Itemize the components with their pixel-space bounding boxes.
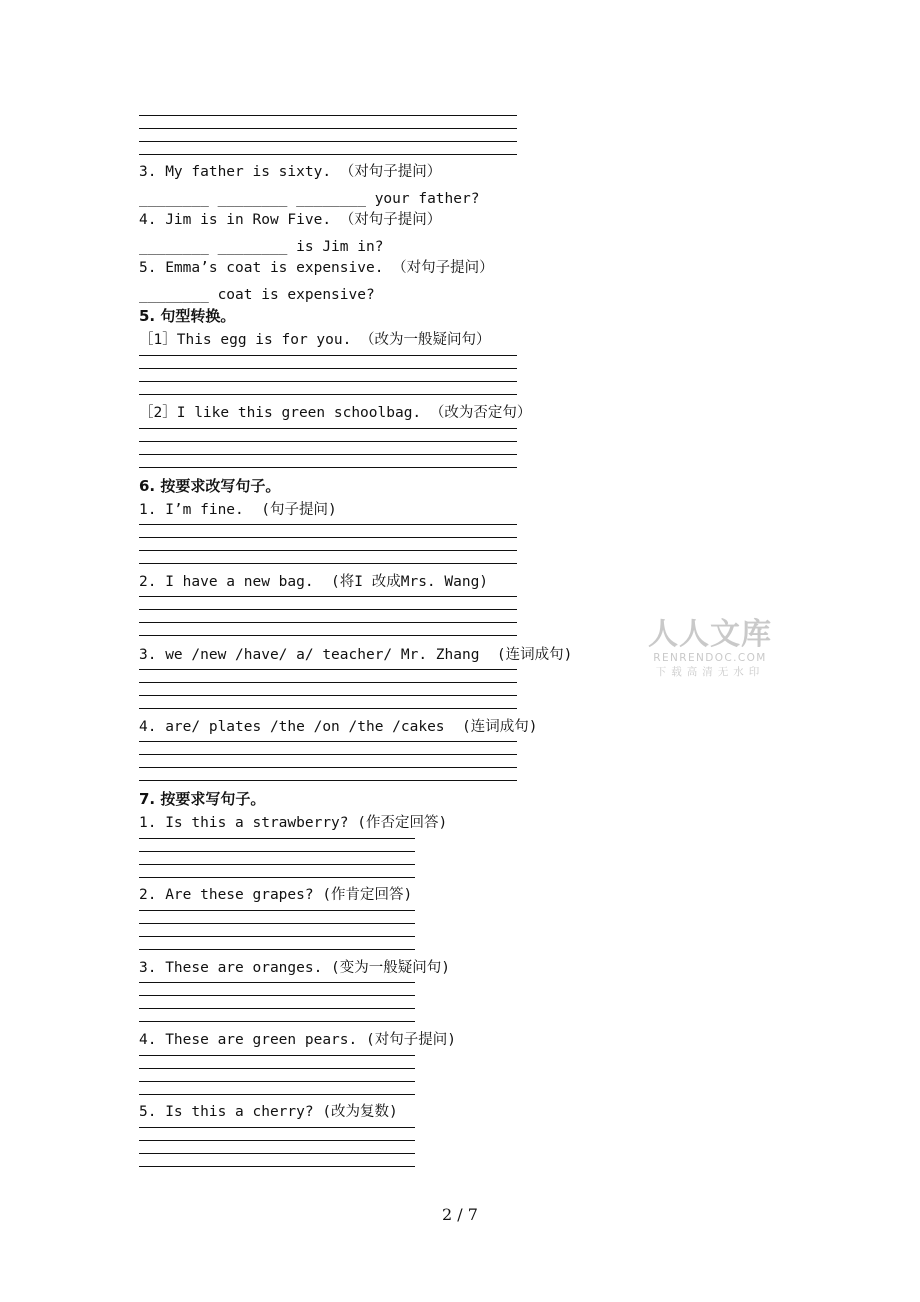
answer-line bbox=[139, 428, 517, 429]
answer-line bbox=[139, 1094, 415, 1095]
answer-line bbox=[139, 708, 517, 709]
answer-line bbox=[139, 877, 415, 878]
answer-line bbox=[139, 563, 517, 564]
question-answer-blanks: ________ ________ ________ your father? bbox=[139, 191, 480, 207]
answer-line bbox=[139, 936, 415, 937]
answer-line bbox=[139, 381, 517, 382]
answer-line bbox=[139, 635, 517, 636]
answer-line bbox=[139, 622, 517, 623]
question-prompt: 1. I’m fine. (句子提问) bbox=[139, 502, 337, 518]
answer-line bbox=[139, 910, 415, 911]
answer-line bbox=[139, 1127, 415, 1128]
section-heading: 5. 句型转换。 bbox=[139, 307, 236, 325]
question-prompt: 3. My father is sixty. （对句子提问） bbox=[139, 164, 442, 180]
answer-line bbox=[139, 695, 517, 696]
answer-line bbox=[139, 141, 517, 142]
answer-line bbox=[139, 609, 517, 610]
answer-line bbox=[139, 923, 415, 924]
question-prompt: ［2］I like this green schoolbag. （改为否定句） bbox=[139, 405, 532, 421]
answer-line bbox=[139, 394, 517, 395]
answer-line bbox=[139, 128, 517, 129]
watermark-brand: 人人文库 bbox=[648, 617, 772, 652]
answer-line bbox=[139, 982, 415, 983]
question-prompt: 3. These are oranges. (变为一般疑问句) bbox=[139, 960, 451, 976]
answer-line bbox=[139, 1166, 415, 1167]
answer-line bbox=[139, 1068, 415, 1069]
answer-line bbox=[139, 780, 517, 781]
question-prompt: 4. Jim is in Row Five. （对句子提问） bbox=[139, 212, 442, 228]
question-prompt: 5. Is this a cherry? (改为复数) bbox=[139, 1104, 398, 1120]
watermark-tagline: 下载高清无水印 bbox=[655, 666, 765, 678]
answer-line bbox=[139, 949, 415, 950]
question-prompt: 1. Is this a strawberry? (作否定回答) bbox=[139, 815, 448, 831]
answer-line bbox=[139, 467, 517, 468]
answer-line bbox=[139, 1055, 415, 1056]
watermark-url: RENRENDOC.COM bbox=[653, 652, 767, 664]
question-prompt: 2. I have a new bag. (将I 改成Mrs. Wang) bbox=[139, 574, 489, 590]
answer-line bbox=[139, 441, 517, 442]
page-number: 2 / 7 bbox=[442, 1205, 478, 1224]
answer-line bbox=[139, 767, 517, 768]
watermark bbox=[646, 618, 774, 679]
answer-line bbox=[139, 682, 517, 683]
question-answer-blanks: ________ ________ is Jim in? bbox=[139, 239, 384, 255]
answer-line bbox=[139, 524, 517, 525]
answer-line bbox=[139, 864, 415, 865]
section-heading: 7. 按要求写句子。 bbox=[139, 790, 266, 808]
answer-line bbox=[139, 454, 517, 455]
answer-line bbox=[139, 355, 517, 356]
answer-line bbox=[139, 995, 415, 996]
answer-line bbox=[139, 596, 517, 597]
answer-line bbox=[139, 1021, 415, 1022]
section-heading: 6. 按要求改写句子。 bbox=[139, 477, 281, 495]
answer-line bbox=[139, 1140, 415, 1141]
question-prompt: 4. are/ plates /the /on /the /cakes (连词成句) bbox=[139, 719, 538, 735]
answer-line bbox=[139, 115, 517, 116]
question-prompt: 2. Are these grapes? (作肯定回答) bbox=[139, 887, 413, 903]
answer-line bbox=[139, 1153, 415, 1154]
answer-line bbox=[139, 368, 517, 369]
answer-line bbox=[139, 669, 517, 670]
answer-line bbox=[139, 741, 517, 742]
answer-line bbox=[139, 1081, 415, 1082]
question-prompt: ［1］This egg is for you. （改为一般疑问句） bbox=[139, 332, 491, 348]
question-answer-blanks: ________ coat is expensive? bbox=[139, 287, 375, 303]
answer-line bbox=[139, 838, 415, 839]
question-prompt: 4. These are green pears. (对句子提问) bbox=[139, 1032, 456, 1048]
answer-line bbox=[139, 851, 415, 852]
question-prompt: 5. Emma’s coat is expensive. （对句子提问） bbox=[139, 260, 494, 276]
answer-line bbox=[139, 1008, 415, 1009]
answer-line bbox=[139, 754, 517, 755]
answer-line bbox=[139, 550, 517, 551]
answer-line bbox=[139, 154, 517, 155]
question-prompt: 3. we /new /have/ a/ teacher/ Mr. Zhang (连词成句) bbox=[139, 647, 573, 663]
answer-line bbox=[139, 537, 517, 538]
